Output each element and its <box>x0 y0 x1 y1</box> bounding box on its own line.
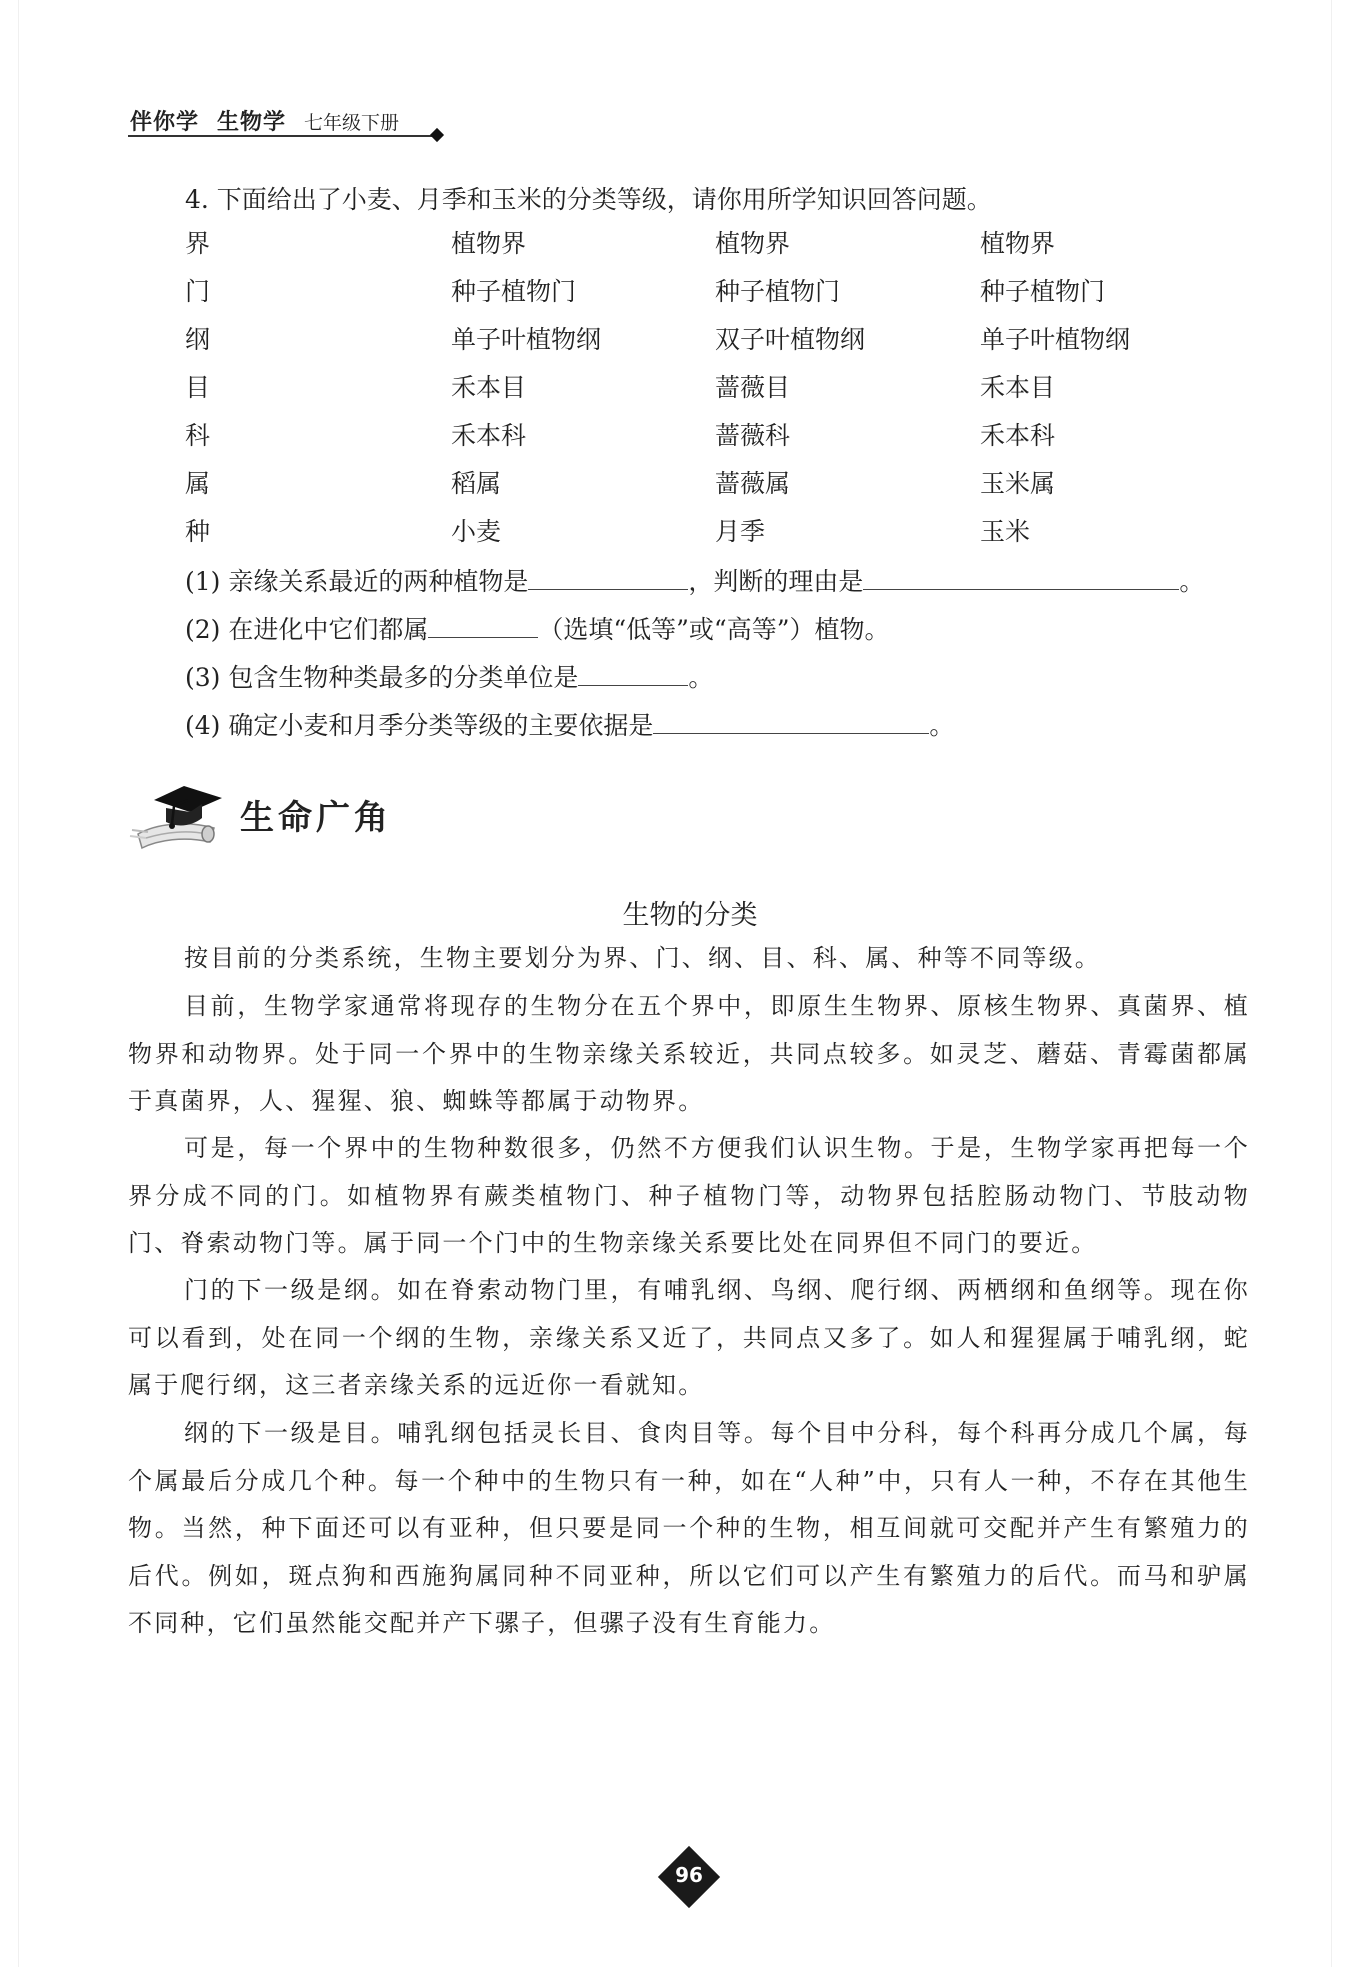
sub-question-3-text: (3) 包含生物种类最多的分类单位是 <box>185 663 579 692</box>
corn-cell: 禾本目 <box>980 373 1056 402</box>
book-title: 伴你学 <box>130 110 200 135</box>
wheat-cell: 小麦 <box>451 517 502 546</box>
volume-label: 七年级下册 <box>304 112 400 134</box>
corn-cell: 种子植物门 <box>980 277 1106 306</box>
question-intro: 4. 下面给出了小麦、月季和玉米的分类等级，请你用所学知识回答问题。 <box>185 185 992 214</box>
article-paragraph: 门的下一级是纲。如在脊索动物门里，有哺乳纲、鸟纲、爬行纲、两栖纲和鱼纲等。现在你可以看到，处在同一个纲的生物，亲缘关系又近了，共同点又多了。如人和猩猩属于哺乳纲，蛇属于爬行纲，这三者亲缘关系的远近你一看就知。 <box>128 1276 1250 1399</box>
wheat-cell: 禾本目 <box>451 373 527 402</box>
sub-question-1-text: (1) 亲缘关系最近的两种植物是 <box>185 567 529 596</box>
corn-cell: 玉米 <box>980 517 1031 546</box>
sub-question-4-end: 。 <box>929 711 955 740</box>
graduation-cap-icon <box>126 772 226 854</box>
rose-cell: 蔷薇目 <box>715 373 791 402</box>
sub-question-1-reason: ，判断的理由是 <box>688 567 864 596</box>
section-title: 生命广角 <box>240 798 392 838</box>
corn-cell: 植物界 <box>980 229 1056 258</box>
running-header <box>130 105 399 136</box>
wheat-cell: 单子叶植物纲 <box>451 325 602 354</box>
article-title: 生物的分类 <box>622 900 758 931</box>
page-number: 96 <box>675 1863 703 1887</box>
corn-cell: 单子叶植物纲 <box>980 325 1131 354</box>
rose-cell: 蔷薇科 <box>715 421 791 450</box>
wheat-cell: 禾本科 <box>451 421 527 450</box>
rank-label: 科 <box>185 421 211 450</box>
article-paragraph: 按目前的分类系统，生物主要划分为界、门、纲、目、科、属、种等不同等级。 <box>184 944 1101 972</box>
sub-question-4-text: (4) 确定小麦和月季分类等级的主要依据是 <box>185 711 654 740</box>
wheat-cell: 植物界 <box>451 229 527 258</box>
rose-cell: 植物界 <box>715 229 791 258</box>
header-rule <box>128 135 438 137</box>
answer-blank[interactable] <box>528 567 688 590</box>
article-paragraph: 可是，每一个界中的生物种数很多，仍然不方便我们认识生物。于是，生物学家再把每一个界分成不同的门。如植物界有蕨类植物门、种子植物门等，动物界包括腔肠动物门、节肢动物门、脊索动物门等。属于同一个门中的生物亲缘关系要比处在同界但不同门的要近。 <box>128 1134 1250 1257</box>
rose-cell: 月季 <box>715 517 766 546</box>
sub-question-2 <box>185 610 890 646</box>
sub-question-2-text: (2) 在进化中它们都属 <box>185 615 429 644</box>
subject-title: 生物学 <box>217 110 287 135</box>
rank-label: 属 <box>185 469 211 498</box>
answer-blank[interactable] <box>428 615 538 638</box>
corn-cell: 玉米属 <box>980 469 1056 498</box>
rose-cell: 种子植物门 <box>715 277 841 306</box>
rank-label: 门 <box>185 277 211 306</box>
answer-blank[interactable] <box>578 663 688 686</box>
rank-label: 界 <box>185 229 211 258</box>
answer-blank[interactable] <box>863 567 1179 590</box>
sub-question-3 <box>185 658 713 694</box>
sub-question-4 <box>185 706 954 742</box>
sub-question-1-end: 。 <box>1179 567 1205 596</box>
rank-label: 纲 <box>185 325 211 354</box>
corn-cell: 禾本科 <box>980 421 1056 450</box>
rank-label: 目 <box>185 373 211 402</box>
wheat-cell: 种子植物门 <box>451 277 577 306</box>
sub-question-1 <box>185 562 1204 598</box>
sub-question-3-end: 。 <box>688 663 714 692</box>
rank-label: 种 <box>185 517 211 546</box>
wheat-cell: 稻属 <box>451 469 502 498</box>
article-paragraph: 目前，生物学家通常将现存的生物分在五个界中，即原生生物界、原核生物界、真菌界、植物界和动物界。处于同一个界中的生物亲缘关系较近，共同点较多。如灵芝、蘑菇、青霉菌都属于真菌界，人、猩猩、狼、蜘蛛等都属于动物界。 <box>128 992 1250 1115</box>
answer-blank[interactable] <box>653 711 929 734</box>
article-paragraph: 纲的下一级是目。哺乳纲包括灵长目、食肉目等。每个目中分科，每个科再分成几个属，每个属最后分成几个种。每一个种中的生物只有一种，如在“人种”中，只有人一种，不存在其他生物。当然，种下面还可以有亚种，但只要是同一个种的生物，相互间就可交配并产生有繁殖力的后代。例如，斑点狗和西施狗属同种不同亚种，所以它们可以产生有繁殖力的后代。而马和驴属不同种，它们虽然能交配并产下骡子，但骡子没有生育能力。 <box>128 1419 1250 1637</box>
rose-cell: 双子叶植物纲 <box>715 325 866 354</box>
sub-question-2-hint: （选填“低等”或“高等”）植物。 <box>538 615 890 644</box>
rose-cell: 蔷薇属 <box>715 469 791 498</box>
